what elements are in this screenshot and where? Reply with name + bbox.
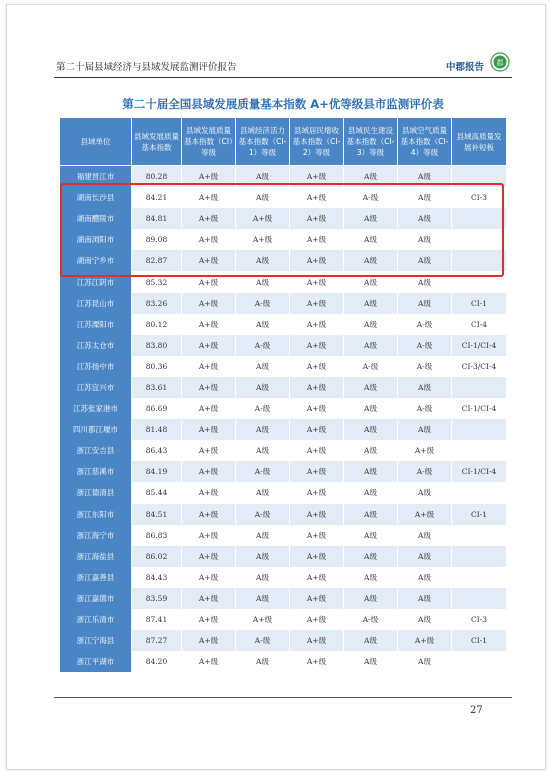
table-cell: A+级 xyxy=(182,166,236,188)
table-cell: A+级 xyxy=(236,609,290,630)
table-cell: A级 xyxy=(344,293,398,314)
table-cell: A+级 xyxy=(290,293,344,314)
table-row xyxy=(60,208,507,229)
table-cell: A+级 xyxy=(182,419,236,440)
table-cell: A级 xyxy=(398,419,452,440)
table-cell: A级 xyxy=(344,419,398,440)
table-cell: A-级 xyxy=(236,461,290,482)
table-cell: A级 xyxy=(236,546,290,567)
header-divider xyxy=(54,77,512,78)
table-cell: A+级 xyxy=(290,546,344,567)
table-cell: A+级 xyxy=(182,208,236,229)
table-cell: CI-3 xyxy=(452,609,507,630)
column-header: 县域高质量发展补短板 xyxy=(452,118,507,166)
table-cell: A+级 xyxy=(182,229,236,250)
table-cell: A+级 xyxy=(182,377,236,398)
table-cell xyxy=(452,271,507,292)
table-cell: A级 xyxy=(398,187,452,208)
table-cell: A级 xyxy=(398,651,452,672)
table-cell: 87.41 xyxy=(132,609,182,630)
table-cell: A+级 xyxy=(290,335,344,356)
table-cell: 84.81 xyxy=(132,208,182,229)
table-cell: A级 xyxy=(344,377,398,398)
table-cell: 81.48 xyxy=(132,419,182,440)
county-name-cell: 江苏扬中市 xyxy=(60,356,132,377)
brand-logo-icon xyxy=(490,52,510,72)
table-cell: A+级 xyxy=(290,250,344,271)
table-cell: A级 xyxy=(344,567,398,588)
table-cell: A级 xyxy=(398,546,452,567)
table-cell: A+级 xyxy=(182,482,236,503)
table-cell: A级 xyxy=(236,588,290,609)
table-row xyxy=(60,314,507,335)
county-name-cell: 浙江安吉县 xyxy=(60,440,132,461)
county-name-cell: 四川都江堰市 xyxy=(60,419,132,440)
county-name-cell: 江苏太仓市 xyxy=(60,335,132,356)
county-name-cell: 浙江东阳市 xyxy=(60,504,132,525)
table-cell: A级 xyxy=(236,271,290,292)
table-cell: A-级 xyxy=(344,609,398,630)
county-name-cell: 浙江嘉德市 xyxy=(60,588,132,609)
table-cell: A+级 xyxy=(182,335,236,356)
table-cell xyxy=(452,651,507,672)
table-cell: A+级 xyxy=(290,356,344,377)
table-row xyxy=(60,567,507,588)
table-row xyxy=(60,166,507,188)
table-cell: A级 xyxy=(398,588,452,609)
table-cell: A级 xyxy=(236,567,290,588)
table-cell: A-级 xyxy=(398,398,452,419)
table-cell: A+级 xyxy=(182,525,236,546)
table-cell xyxy=(452,229,507,250)
table-cell: CI-1 xyxy=(452,504,507,525)
table-cell: 83.61 xyxy=(132,377,182,398)
table-row xyxy=(60,398,507,419)
table-cell: A-级 xyxy=(398,335,452,356)
table-cell: 86.43 xyxy=(132,440,182,461)
table-cell: 80.12 xyxy=(132,314,182,335)
table-cell: A级 xyxy=(398,229,452,250)
table-cell: A级 xyxy=(236,377,290,398)
county-name-cell: 浙江乐清市 xyxy=(60,609,132,630)
table-cell: A+级 xyxy=(182,504,236,525)
table-cell: A+级 xyxy=(182,440,236,461)
table-cell: A+级 xyxy=(290,440,344,461)
table-cell: A级 xyxy=(236,440,290,461)
table-cell: CI-1/CI-4 xyxy=(452,398,507,419)
table-cell: CI-4 xyxy=(452,314,507,335)
table-cell: A+级 xyxy=(290,630,344,651)
table-cell: A级 xyxy=(344,250,398,271)
table-cell: A+级 xyxy=(182,293,236,314)
county-name-cell: 江苏溧阳市 xyxy=(60,314,132,335)
county-name-cell: 浙江海宁市 xyxy=(60,525,132,546)
table-cell: A+级 xyxy=(290,229,344,250)
table-cell: A级 xyxy=(344,525,398,546)
table-cell: A+级 xyxy=(290,419,344,440)
table-cell: A级 xyxy=(398,377,452,398)
table-row xyxy=(60,293,507,314)
table-cell: A+级 xyxy=(398,504,452,525)
table-cell: 86.83 xyxy=(132,525,182,546)
table-cell: A级 xyxy=(398,293,452,314)
table-cell: A级 xyxy=(236,651,290,672)
county-name-cell: 湖南醴陵市 xyxy=(60,208,132,229)
table-cell: A+级 xyxy=(182,250,236,271)
county-name-cell: 江苏江阴市 xyxy=(60,271,132,292)
table-cell: A-级 xyxy=(236,630,290,651)
table-title: 第二十届全国县域发展质量基本指数 A+优等级县市监测评价表 xyxy=(122,97,444,111)
table-cell xyxy=(452,546,507,567)
table-cell: A+级 xyxy=(182,271,236,292)
table-cell: A级 xyxy=(398,208,452,229)
table-cell: 89.08 xyxy=(132,229,182,250)
table-body xyxy=(60,166,507,673)
table-cell: A级 xyxy=(236,314,290,335)
table-cell: A级 xyxy=(344,440,398,461)
table-cell: A级 xyxy=(344,461,398,482)
table-cell: A+级 xyxy=(290,504,344,525)
county-name-cell: 湖南浏阳市 xyxy=(60,229,132,250)
table-cell: A级 xyxy=(344,482,398,503)
table-cell: CI-3 xyxy=(452,187,507,208)
brand-name: 中郡报告 xyxy=(445,62,484,73)
table-cell: 84.19 xyxy=(132,461,182,482)
column-header: 县域空气质量基本指数（CI-4）等级 xyxy=(398,118,452,166)
table-cell: A级 xyxy=(344,504,398,525)
table-row xyxy=(60,525,507,546)
table-cell: A级 xyxy=(344,651,398,672)
table-cell: A+级 xyxy=(290,208,344,229)
county-name-cell: 浙江宁海县 xyxy=(60,630,132,651)
table-cell: A-级 xyxy=(398,461,452,482)
table-cell xyxy=(452,377,507,398)
table-cell: 82.87 xyxy=(132,250,182,271)
table-cell: A级 xyxy=(236,525,290,546)
table-row xyxy=(60,377,507,398)
table-cell: A级 xyxy=(398,525,452,546)
table-cell: A级 xyxy=(344,208,398,229)
table-cell xyxy=(452,588,507,609)
county-name-cell: 浙江平湖市 xyxy=(60,651,132,672)
table-cell: A级 xyxy=(398,609,452,630)
table-cell: A级 xyxy=(398,567,452,588)
county-name-cell: 浙江嘉善县 xyxy=(60,567,132,588)
table-cell: 84.51 xyxy=(132,504,182,525)
table-cell: A+级 xyxy=(182,609,236,630)
county-name-cell: 江苏昆山市 xyxy=(60,293,132,314)
table-cell: A级 xyxy=(236,419,290,440)
table-cell: A+级 xyxy=(182,651,236,672)
table-cell: 80.36 xyxy=(132,356,182,377)
table-cell: CI-1/CI-4 xyxy=(452,335,507,356)
table-cell: 87.27 xyxy=(132,630,182,651)
table-cell: A-级 xyxy=(344,187,398,208)
table-cell: A+级 xyxy=(290,525,344,546)
table-row xyxy=(60,651,507,672)
table-row xyxy=(60,356,507,377)
table-cell: 80.28 xyxy=(132,166,182,188)
table-row xyxy=(60,440,507,461)
table-cell: A+级 xyxy=(182,187,236,208)
table-row xyxy=(60,419,507,440)
table-cell: A+级 xyxy=(398,440,452,461)
table-cell: 83.26 xyxy=(132,293,182,314)
table-cell xyxy=(452,525,507,546)
table-cell: 86.02 xyxy=(132,546,182,567)
table-cell: A+级 xyxy=(290,482,344,503)
table-cell: A-级 xyxy=(398,314,452,335)
page-number: 27 xyxy=(470,705,483,716)
column-header: 县域经济活力基本指数（CI-1）等级 xyxy=(236,118,290,166)
table-cell: A级 xyxy=(344,630,398,651)
table-row xyxy=(60,271,507,292)
table-header-row xyxy=(60,118,507,166)
county-name-cell: 湖南宁乡市 xyxy=(60,250,132,271)
table-cell xyxy=(452,208,507,229)
table-row xyxy=(60,187,507,208)
table-cell: A-级 xyxy=(236,293,290,314)
county-name-cell: 福建晋江市 xyxy=(60,166,132,188)
table-cell: 84.21 xyxy=(132,187,182,208)
table-cell: A+级 xyxy=(182,356,236,377)
table-cell: A-级 xyxy=(236,398,290,419)
table-row xyxy=(60,250,507,271)
table-cell: A级 xyxy=(344,398,398,419)
table-cell: A+级 xyxy=(290,166,344,188)
column-header: 县域单位 xyxy=(60,118,132,166)
footer-divider xyxy=(54,697,512,698)
report-series-title: 第二十届县域经济与县域发展监测评价报告 xyxy=(56,62,237,73)
county-name-cell: 浙江德清县 xyxy=(60,482,132,503)
column-header: 县域民生建设基本指数（CI-3）等级 xyxy=(344,118,398,166)
evaluation-table xyxy=(59,117,507,672)
county-name-cell: 湖南长沙县 xyxy=(60,187,132,208)
table-cell: A+级 xyxy=(290,651,344,672)
table-row xyxy=(60,504,507,525)
table-cell: A+级 xyxy=(398,630,452,651)
table-cell: 85.32 xyxy=(132,271,182,292)
county-name-cell: 浙江慈溪市 xyxy=(60,461,132,482)
county-name-cell: 浙江海盐县 xyxy=(60,546,132,567)
table-cell: CI-1/CI-4 xyxy=(452,461,507,482)
table-cell: A+级 xyxy=(182,398,236,419)
table-cell: A+级 xyxy=(182,314,236,335)
table-cell: A-级 xyxy=(344,356,398,377)
table-cell: 85.44 xyxy=(132,482,182,503)
table-cell xyxy=(452,166,507,188)
table-row xyxy=(60,335,507,356)
column-header: 县域发展质量基本指数（CI）等级 xyxy=(182,118,236,166)
table-cell: A+级 xyxy=(290,398,344,419)
table-cell: A级 xyxy=(344,314,398,335)
table-cell xyxy=(452,482,507,503)
table-row xyxy=(60,461,507,482)
table-cell: A级 xyxy=(236,356,290,377)
table-cell: A+级 xyxy=(290,588,344,609)
table-cell: A级 xyxy=(398,482,452,503)
table-cell: A级 xyxy=(344,229,398,250)
table-cell: A级 xyxy=(236,482,290,503)
table-cell: A级 xyxy=(236,250,290,271)
table-cell xyxy=(452,567,507,588)
table-row xyxy=(60,588,507,609)
column-header: 县域发展质量基本指数 xyxy=(132,118,182,166)
table-cell: A+级 xyxy=(290,609,344,630)
table-cell: CI-1 xyxy=(452,293,507,314)
table-cell: A级 xyxy=(236,166,290,188)
table-cell: A级 xyxy=(398,250,452,271)
table-row xyxy=(60,546,507,567)
county-name-cell: 江苏张家港市 xyxy=(60,398,132,419)
table-cell: A+级 xyxy=(182,588,236,609)
table-row xyxy=(60,482,507,503)
table-cell: CI-3/CI-4 xyxy=(452,356,507,377)
table-cell xyxy=(452,419,507,440)
table-cell: A级 xyxy=(344,546,398,567)
table-cell: A-级 xyxy=(236,335,290,356)
table-cell: A+级 xyxy=(290,314,344,335)
table-cell: A+级 xyxy=(290,187,344,208)
column-header: 县域居民增收基本指数（CI-2）等级 xyxy=(290,118,344,166)
table-cell: A+级 xyxy=(290,461,344,482)
table-cell: 84.20 xyxy=(132,651,182,672)
table-cell: A级 xyxy=(398,271,452,292)
table-cell: A+级 xyxy=(182,567,236,588)
table-cell xyxy=(452,440,507,461)
table-cell: A级 xyxy=(344,588,398,609)
table-cell: A+级 xyxy=(182,461,236,482)
table-cell: A-级 xyxy=(236,504,290,525)
table-cell: A+级 xyxy=(290,271,344,292)
county-name-cell: 江苏宜兴市 xyxy=(60,377,132,398)
table-row xyxy=(60,630,507,651)
page-header xyxy=(54,56,512,78)
table-row xyxy=(60,229,507,250)
table-row xyxy=(60,609,507,630)
table-cell: A+级 xyxy=(290,377,344,398)
table-cell: A+级 xyxy=(290,567,344,588)
table-cell: A级 xyxy=(236,187,290,208)
table-cell: A级 xyxy=(344,166,398,188)
table-cell xyxy=(452,250,507,271)
table-cell: A-级 xyxy=(398,356,452,377)
table-cell: A+级 xyxy=(182,630,236,651)
table-cell: A级 xyxy=(344,271,398,292)
svg-text:郡: 郡 xyxy=(496,59,504,67)
table-cell: 84.43 xyxy=(132,567,182,588)
table-cell: 86.69 xyxy=(132,398,182,419)
table-cell: A+级 xyxy=(236,229,290,250)
table-cell: A+级 xyxy=(236,208,290,229)
table-cell: A+级 xyxy=(182,546,236,567)
table-cell: A级 xyxy=(344,335,398,356)
table-cell: A级 xyxy=(398,166,452,188)
table-cell: 83.59 xyxy=(132,588,182,609)
table-cell: 83.80 xyxy=(132,335,182,356)
table-cell: CI-1 xyxy=(452,630,507,651)
